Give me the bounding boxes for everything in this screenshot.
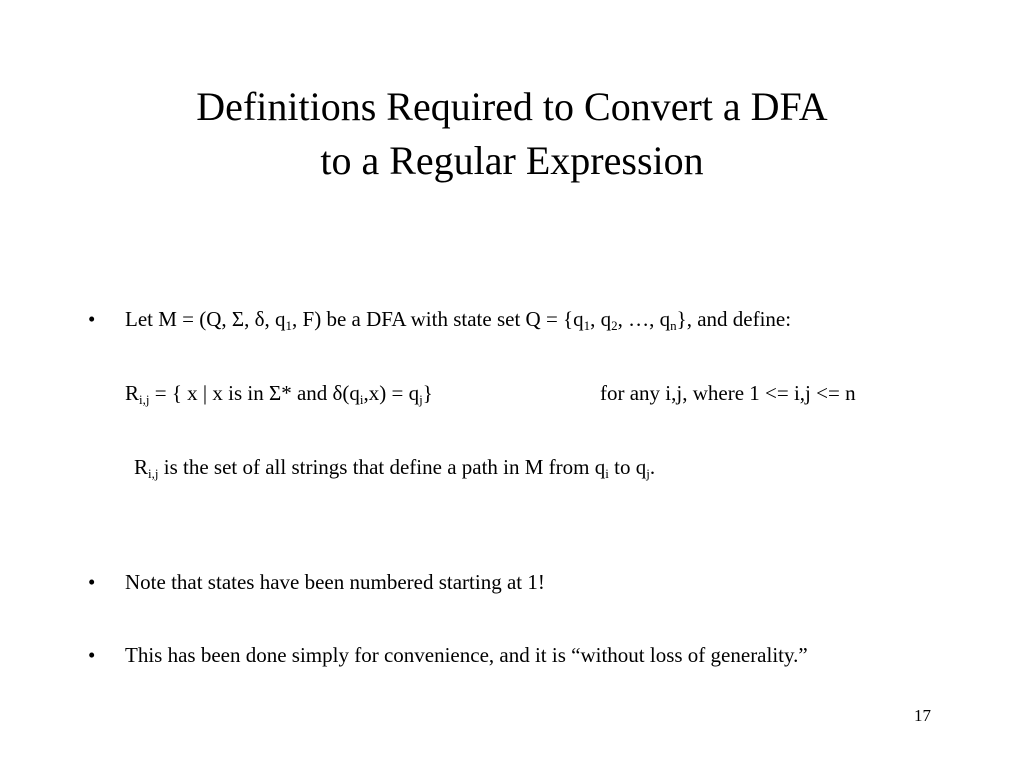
bullet-generality-note: This has been done simply for convenience, and it is “without loss of generality.” — [125, 643, 808, 667]
bullet-marker: • — [88, 307, 96, 331]
bullet-marker: • — [88, 570, 96, 594]
bullet-marker: • — [88, 643, 96, 667]
title-line-1: Definitions Required to Convert a DFA — [196, 84, 828, 129]
explanation-rij: $R_{i,j}$ is the set of all strings that define a path in M from $q_i$ to $q_j$. — [134, 455, 656, 481]
title-line-2: to a Regular Expression — [320, 138, 704, 183]
definition-condition: for any i,j, where 1 <= i,j <= n — [600, 381, 856, 405]
bullet-numbering-note: Note that states have been numbered starting at 1! — [125, 570, 545, 594]
slide-title — [0, 80, 1024, 188]
page-number: 17 — [914, 706, 931, 725]
bullet-let-m: Let M = (Q, Σ, δ, $q_1$, F) be a DFA with state set $Q = \{q_1$, $q_2$, …, $q_n$}, and define: — [125, 307, 792, 333]
definition-rij: $R_{i,j}$ = { x | x is in Σ* and $\delta(q_i,x) = q_j$} — [125, 381, 433, 407]
